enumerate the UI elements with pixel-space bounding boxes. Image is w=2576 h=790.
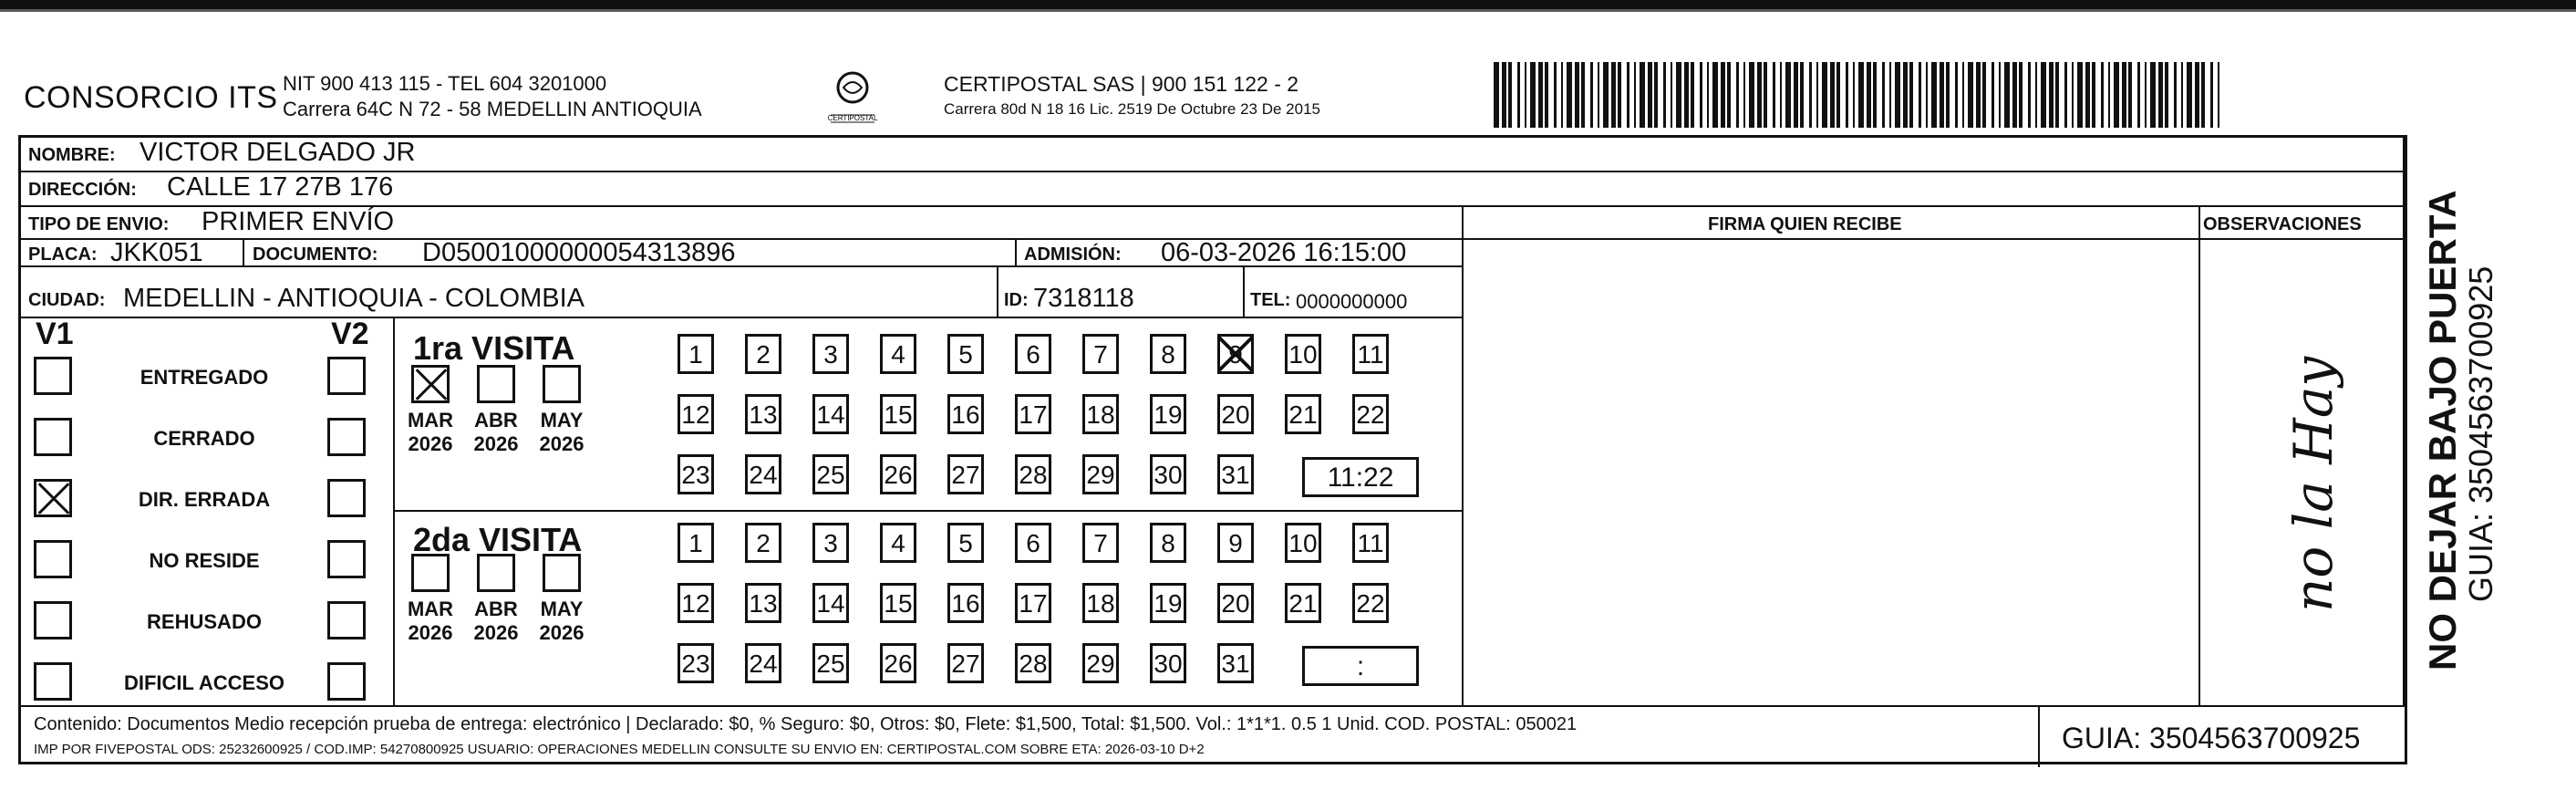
logo-text: CERTIPOSTAL xyxy=(827,114,878,122)
barcode-bar xyxy=(2150,62,2156,128)
month-checkbox[interactable] xyxy=(477,554,515,592)
v2-checkbox[interactable] xyxy=(327,601,366,639)
barcode-bar xyxy=(1676,62,1681,128)
v1-checkbox[interactable] xyxy=(34,357,72,395)
v2-checkbox[interactable] xyxy=(327,357,366,395)
day-box[interactable]: 5 xyxy=(947,523,984,563)
v1-header: V1 xyxy=(36,317,74,351)
barcode-bar xyxy=(1538,62,1543,128)
month-checkbox[interactable] xyxy=(477,365,515,403)
day-box[interactable]: 30 xyxy=(1150,643,1186,683)
barcode-bar xyxy=(1846,62,1848,128)
barcode-bar xyxy=(1671,62,1672,128)
nit-line: NIT 900 413 115 - TEL 604 3201000 xyxy=(283,72,607,95)
month-checkbox[interactable] xyxy=(543,554,581,592)
v2-checkbox[interactable] xyxy=(327,418,366,456)
side-guia: GUIA: 3504563700925 xyxy=(2462,265,2499,602)
placa-value: JKK051 xyxy=(110,238,203,267)
barcode-bar xyxy=(1895,62,1900,128)
day-box[interactable]: 17 xyxy=(1015,394,1051,434)
barcode-bar xyxy=(1640,62,1645,128)
barcode-bar xyxy=(1721,62,1725,128)
month-year: 2026 xyxy=(539,432,585,455)
carrier-license: Carrera 80d N 18 16 Lic. 2519 De Octubre 23 De 2015 xyxy=(944,100,1320,118)
barcode-bar xyxy=(2012,62,2017,128)
v2-checkbox[interactable] xyxy=(327,540,366,578)
tipo-envio-value: PRIMER ENVÍO xyxy=(202,207,395,236)
day-box[interactable]: 1 xyxy=(678,523,714,563)
month-year: 2026 xyxy=(408,432,453,455)
barcode-bar xyxy=(2092,62,2095,128)
status-label: DIR. ERRADA xyxy=(138,488,271,511)
barcode-bar xyxy=(1663,62,1666,128)
month-name: MAY xyxy=(540,409,584,431)
row-divider xyxy=(21,317,1462,318)
month-year: 2026 xyxy=(473,432,519,455)
documento-label: DOCUMENTO: xyxy=(253,244,378,265)
barcode-bar xyxy=(1634,62,1636,128)
footer-contenido: Contenido: Documentos Medio recepción prueba de entrega: electrónico | Declarado: $0, % Seguro: $0, Otros: $0, Flete: $1,500, Total: $1,500. Vol.: 1*1*1. 0.5 1 Unid. COD. POSTAL: 050021 xyxy=(34,714,1578,734)
barcode-bar xyxy=(1976,62,1981,128)
v1-checkbox[interactable] xyxy=(34,418,72,456)
day-box[interactable]: 4 xyxy=(880,523,916,563)
barcode-bar xyxy=(1999,62,2001,128)
footer-divider xyxy=(21,705,2405,707)
day-box[interactable]: 22 xyxy=(1352,394,1389,434)
barcode-bar xyxy=(1627,62,1629,128)
barcode-bar xyxy=(2004,62,2010,128)
day-box[interactable]: 29 xyxy=(1082,643,1119,683)
barcode-bar xyxy=(1525,62,1526,128)
day-box[interactable]: 28 xyxy=(1015,454,1051,494)
barcode-bar xyxy=(2072,62,2074,128)
barcode-bar xyxy=(2101,62,2104,128)
barcode-bar xyxy=(1712,62,1718,128)
day-box[interactable]: 28 xyxy=(1015,643,1051,683)
barcode-bar xyxy=(2035,62,2037,128)
month-year: 2026 xyxy=(539,621,585,644)
barcode-bar xyxy=(1830,62,1835,128)
placa-label: PLACA: xyxy=(28,244,98,265)
barcode-bar xyxy=(2085,62,2090,128)
barcode-bar xyxy=(1780,62,1782,128)
tel-label: TEL: xyxy=(1250,290,1291,310)
admision-label: ADMISIÓN: xyxy=(1024,244,1122,265)
barcode-bar xyxy=(1517,62,1520,128)
col-divider xyxy=(1243,265,1245,317)
day-box[interactable]: 2 xyxy=(745,523,781,563)
barcode-bar xyxy=(2122,62,2126,128)
barcode-bar xyxy=(2019,62,2023,128)
day-box[interactable]: 24 xyxy=(745,643,781,683)
barcode-bar xyxy=(1919,62,1921,128)
barcode-bar xyxy=(2108,62,2110,128)
day-box[interactable]: 23 xyxy=(678,643,714,683)
day-box[interactable]: 22 xyxy=(1352,583,1389,623)
visit1-title: 1ra VISITA xyxy=(413,329,575,367)
barcode-bar xyxy=(1648,62,1652,128)
day-box[interactable]: 31 xyxy=(1217,643,1254,683)
barcode-bar xyxy=(2077,62,2083,128)
day-box[interactable]: 3 xyxy=(812,334,849,374)
company-info xyxy=(283,71,702,122)
barcode-bar xyxy=(1836,62,1840,128)
col-divider xyxy=(2403,138,2405,705)
month-name: MAR xyxy=(407,409,454,431)
barcode-bar xyxy=(1757,62,1762,128)
barcode-bar xyxy=(1867,62,1871,128)
company-name: CONSORCIO ITS xyxy=(24,80,278,115)
barcode-bar xyxy=(1946,62,1950,128)
day-box[interactable]: 25 xyxy=(812,454,849,494)
month-name: ABR xyxy=(474,409,518,431)
day-box[interactable]: 6 xyxy=(1015,523,1051,563)
month-year: 2026 xyxy=(473,621,519,644)
barcode-bar xyxy=(1727,62,1731,128)
nombre-value: VICTOR DELGADO JR xyxy=(140,138,416,167)
id-value: 7318118 xyxy=(1033,284,1134,313)
barcode-bar xyxy=(1554,62,1557,128)
day-box[interactable]: 14 xyxy=(812,583,849,623)
barcode-bar xyxy=(1889,62,1891,128)
barcode-bar xyxy=(1982,62,1986,128)
month-label xyxy=(469,598,523,645)
day-box[interactable]: 21 xyxy=(1285,583,1321,623)
barcode-bar xyxy=(1764,62,1767,128)
barcode-bar xyxy=(1926,62,1928,128)
visit-divider xyxy=(393,510,1462,512)
status-label: REHUSADO xyxy=(147,610,262,633)
day-box[interactable]: 11 xyxy=(1352,523,1389,563)
day-box[interactable]: 21 xyxy=(1285,394,1321,434)
barcode-bar xyxy=(2218,62,2219,128)
barcode-bar xyxy=(1545,62,1548,128)
day-box[interactable]: 12 xyxy=(678,394,714,434)
barcode-bar xyxy=(1968,62,1973,128)
barcode-bar xyxy=(1575,62,1579,128)
barcode-bar xyxy=(1873,62,1877,128)
day-box[interactable]: 27 xyxy=(947,643,984,683)
day-box[interactable]: 7 xyxy=(1082,334,1119,374)
status-label: ENTREGADO xyxy=(140,366,269,389)
day-box[interactable]: 7 xyxy=(1082,523,1119,563)
col-divider xyxy=(2038,705,2040,767)
month-checkbox[interactable] xyxy=(411,554,450,592)
day-box[interactable]: 10 xyxy=(1285,523,1321,563)
barcode-bar xyxy=(1590,62,1593,128)
barcode-bar xyxy=(1882,62,1885,128)
month-year: 2026 xyxy=(408,621,453,644)
day-box[interactable]: 19 xyxy=(1150,394,1186,434)
month-label xyxy=(469,409,523,456)
day-box[interactable]: 20 xyxy=(1217,394,1254,434)
status-label: CERRADO xyxy=(153,427,255,450)
day-box[interactable]: 1 xyxy=(678,334,714,374)
footer-imp: IMP POR FIVEPOSTAL ODS: 25232600925 / COD.IMP: 54270800925 USUARIO: OPERACIONES MEDELLIN CONSULTE SU ENVIO EN: CERTIPOSTAL.COM SOBRE ETA: 2026-03-10 D+2 xyxy=(34,742,1205,757)
id-label: ID: xyxy=(1004,290,1029,310)
barcode-bar xyxy=(2181,62,2183,128)
barcode-bar xyxy=(1794,62,1798,128)
col-divider xyxy=(1015,238,1017,265)
month-label xyxy=(534,598,589,645)
barcode-bar xyxy=(1743,62,1745,128)
barcode-bar xyxy=(1654,62,1658,128)
barcode-bar xyxy=(2028,62,2031,128)
col-divider xyxy=(393,317,395,705)
v1-checkbox[interactable] xyxy=(34,601,72,639)
direccion-value: CALLE 17 27B 176 xyxy=(167,172,394,202)
barcode-bar xyxy=(1502,62,1506,128)
v1-checkbox[interactable] xyxy=(34,540,72,578)
direccion-label: DIRECCIÓN: xyxy=(28,180,137,200)
day-box[interactable]: 17 xyxy=(1015,583,1051,623)
barcode-bar xyxy=(2137,62,2140,128)
barcode-bar xyxy=(1749,62,1754,128)
v2-header: V2 xyxy=(331,317,369,351)
barcode-bar xyxy=(2210,62,2213,128)
barcode-bar xyxy=(1561,62,1563,128)
barcode-bar xyxy=(1773,62,1775,128)
barcode-bar xyxy=(1700,62,1702,128)
visit1-time[interactable]: 11:22 xyxy=(1302,457,1419,497)
carrier-name: CERTIPOSTAL SAS | 900 151 122 - 2 xyxy=(944,72,1299,96)
day-box[interactable]: 26 xyxy=(880,643,916,683)
barcode-bar xyxy=(1707,62,1709,128)
barcode-bar xyxy=(2195,62,2199,128)
barcode-bar xyxy=(1618,62,1621,128)
visit2-time[interactable]: : xyxy=(1302,646,1419,686)
day-box[interactable]: 9 xyxy=(1217,523,1254,563)
day-box[interactable]: 2 xyxy=(745,334,781,374)
barcode-bar xyxy=(2128,62,2132,128)
day-box[interactable]: 4 xyxy=(880,334,916,374)
day-box[interactable]: 24 xyxy=(745,454,781,494)
barcode-bar xyxy=(1581,62,1585,128)
status-label: DIFICIL ACCESO xyxy=(123,671,284,694)
top-edge xyxy=(0,0,2576,9)
col-divider xyxy=(997,265,998,317)
side-notice: NO DEJAR BAJO PUERTA xyxy=(2421,190,2464,670)
day-box[interactable]: 10 xyxy=(1285,334,1321,374)
guide-form xyxy=(18,135,2407,764)
barcode-bar xyxy=(1684,62,1689,128)
barcode-bar xyxy=(1530,62,1536,128)
barcode-bar xyxy=(1800,62,1804,128)
month-label xyxy=(403,598,458,645)
day-box[interactable]: 29 xyxy=(1082,454,1119,494)
day-box[interactable]: 25 xyxy=(812,643,849,683)
day-box[interactable]: 15 xyxy=(880,583,916,623)
day-box[interactable]: 13 xyxy=(745,394,781,434)
tel-value: 0000000000 xyxy=(1296,290,1408,313)
v2-checkbox[interactable] xyxy=(327,662,366,701)
day-box[interactable]: 5 xyxy=(947,334,984,374)
nombre-label: NOMBRE: xyxy=(28,145,116,165)
day-box[interactable]: 3 xyxy=(812,523,849,563)
firma-header: FIRMA QUIEN RECIBE xyxy=(1708,214,1902,234)
barcode-bar xyxy=(2145,62,2147,128)
day-box[interactable]: 19 xyxy=(1150,583,1186,623)
barcode-bar xyxy=(2114,62,2119,128)
status-label: NO RESIDE xyxy=(149,549,260,572)
tipo-envio-label: TIPO DE ENVIO: xyxy=(28,214,170,234)
day-box[interactable]: 13 xyxy=(745,583,781,623)
day-box[interactable]: 16 xyxy=(947,394,984,434)
day-box[interactable]: 27 xyxy=(947,454,984,494)
day-box[interactable]: 26 xyxy=(880,454,916,494)
company-address: Carrera 64C N 72 - 58 MEDELLIN ANTIOQUIA xyxy=(283,98,702,120)
month-checkbox[interactable] xyxy=(543,365,581,403)
barcode-bar xyxy=(1691,62,1694,128)
barcode-bar xyxy=(1785,62,1791,128)
day-box[interactable]: 15 xyxy=(880,394,916,434)
barcode-bar xyxy=(1816,62,1818,128)
day-box[interactable]: 12 xyxy=(678,583,714,623)
month-checkbox[interactable] xyxy=(411,365,450,403)
month-label xyxy=(403,409,458,456)
barcode-bar xyxy=(2174,62,2177,128)
barcode-bar xyxy=(1940,62,1944,128)
day-box[interactable]: 9 xyxy=(1217,334,1254,374)
barcode-bar xyxy=(1567,62,1572,128)
barcode-bar xyxy=(1598,62,1599,128)
day-box[interactable]: 20 xyxy=(1217,583,1254,623)
barcode-bar xyxy=(1853,62,1855,128)
barcode xyxy=(1494,62,2223,128)
carrier-info xyxy=(944,71,1320,122)
v2-checkbox[interactable] xyxy=(327,479,366,517)
day-box[interactable]: 18 xyxy=(1082,394,1119,434)
v1-checkbox[interactable] xyxy=(34,479,72,517)
barcode-bar xyxy=(1991,62,1994,128)
col-divider xyxy=(243,238,244,265)
barcode-bar xyxy=(1909,62,1913,128)
footer-guia: GUIA: 3504563700925 xyxy=(2062,722,2361,754)
barcode-bar xyxy=(1903,62,1908,128)
barcode-bar xyxy=(2187,62,2192,128)
day-box[interactable]: 16 xyxy=(947,583,984,623)
ciudad-label: CIUDAD: xyxy=(28,290,106,310)
month-name: ABR xyxy=(474,598,518,620)
admision-value: 06-03-2026 16:15:00 xyxy=(1161,238,1407,267)
ciudad-value: MEDELLIN - ANTIOQUIA - COLOMBIA xyxy=(123,284,585,313)
documento-value: D05001000000054313896 xyxy=(422,238,736,267)
barcode-bar xyxy=(1603,62,1609,128)
day-box[interactable]: 8 xyxy=(1150,334,1186,374)
month-label xyxy=(534,409,589,456)
barcode-bar xyxy=(1858,62,1864,128)
barcode-bar xyxy=(1508,62,1512,128)
day-box[interactable]: 8 xyxy=(1150,523,1186,563)
barcode-bar xyxy=(1494,62,1499,128)
day-box[interactable]: 18 xyxy=(1082,583,1119,623)
day-box[interactable]: 6 xyxy=(1015,334,1051,374)
month-name: MAY xyxy=(540,598,584,620)
day-box[interactable]: 14 xyxy=(812,394,849,434)
barcode-bar xyxy=(1962,62,1964,128)
barcode-bar xyxy=(1931,62,1937,128)
day-box[interactable]: 11 xyxy=(1352,334,1389,374)
barcode-bar xyxy=(2064,62,2067,128)
day-box[interactable]: 30 xyxy=(1150,454,1186,494)
certipostal-logo-icon xyxy=(825,68,880,131)
barcode-bar xyxy=(1611,62,1616,128)
top-edge-shadow xyxy=(0,9,2576,12)
day-box[interactable]: 31 xyxy=(1217,454,1254,494)
signature-area[interactable] xyxy=(1464,240,2198,705)
visit2-title: 2da VISITA xyxy=(413,521,583,558)
month-name: MAR xyxy=(407,598,454,620)
barcode-bar xyxy=(1822,62,1827,128)
day-box[interactable]: 23 xyxy=(678,454,714,494)
barcode-bar xyxy=(2049,62,2054,128)
barcode-bar xyxy=(1736,62,1739,128)
col-divider xyxy=(2198,205,2200,705)
barcode-bar xyxy=(2158,62,2163,128)
barcode-bar xyxy=(1955,62,1958,128)
barcode-bar xyxy=(2165,62,2168,128)
barcode-bar xyxy=(2041,62,2046,128)
v1-checkbox[interactable] xyxy=(34,662,72,701)
observacion-handwritten: no la Hay xyxy=(2282,356,2344,612)
barcode-bar xyxy=(2201,62,2205,128)
barcode-bar xyxy=(2055,62,2059,128)
observaciones-header: OBSERVACIONES xyxy=(2203,214,2362,234)
barcode-bar xyxy=(1809,62,1812,128)
